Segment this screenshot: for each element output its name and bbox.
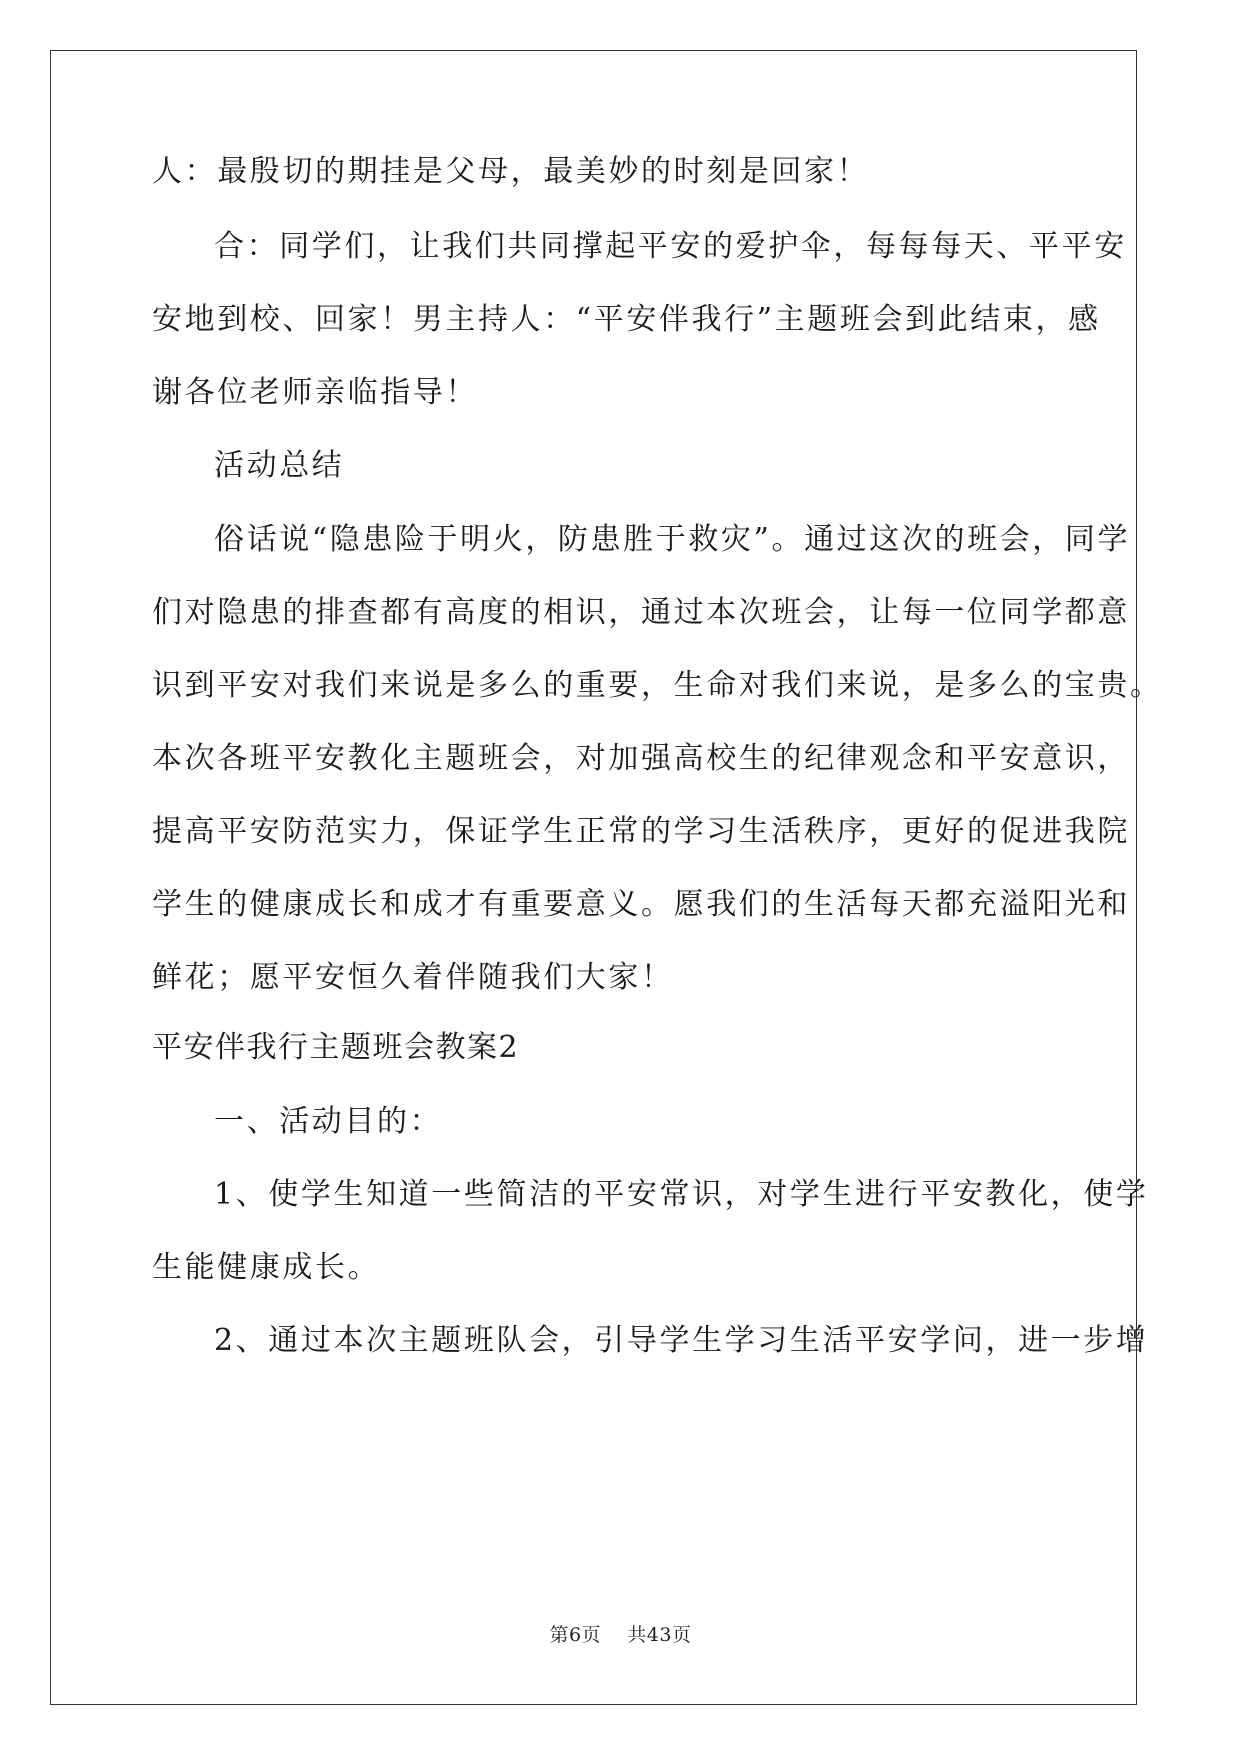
text-line: 本次各班平安教化主题班会，对加强高校生的纪律观念和平安意识， — [152, 741, 1130, 776]
text-line: 识到平安对我们来说是多么的重要，生命对我们来说，是多么的宝贵。 — [152, 668, 1163, 703]
text-line: 人：最殷切的期挂是父母，最美妙的时刻是回家！ — [152, 154, 870, 189]
page-border — [50, 50, 1137, 1705]
text-line: 鲜花；愿平安恒久着伴随我们大家！ — [152, 960, 674, 995]
text-line: 安地到校、回家！男主持人：“平安伴我行”主题班会到此结束，感 — [152, 302, 1101, 337]
section-title: 平安伴我行主题班会教案2 — [152, 1030, 520, 1065]
text-line: 生能健康成长。 — [152, 1250, 381, 1285]
page-total: 共43页 — [627, 1624, 692, 1646]
text-line: 1、使学生知道一些简洁的平安常识，对学生进行平安教化，使学 — [214, 1177, 1149, 1212]
text-line: 们对隐患的排查都有高度的相识，通过本次班会，让每一位同学都意 — [152, 595, 1130, 630]
text-line: 谢各位老师亲临指导！ — [152, 375, 478, 410]
text-line: 2、通过本次主题班队会，引导学生学习生活平安学问，进一步增 — [214, 1323, 1149, 1358]
section-heading: 一、活动目的： — [214, 1104, 443, 1139]
text-line: 俗话说“隐患险于明火，防患胜于救灾”。通过这次的班会，同学 — [214, 522, 1131, 557]
page-footer — [0, 1620, 1241, 1647]
text-line: 提高平安防范实力，保证学生正常的学习生活秩序，更好的促进我院 — [152, 814, 1130, 849]
text-line: 学生的健康成长和成才有重要意义。愿我们的生活每天都充溢阳光和 — [152, 887, 1130, 922]
text-line: 合：同学们，让我们共同撑起平安的爱护伞，每每每天、平平安 — [214, 229, 1127, 264]
page-number: 第6页 — [549, 1624, 602, 1646]
section-heading: 活动总结 — [214, 448, 345, 483]
